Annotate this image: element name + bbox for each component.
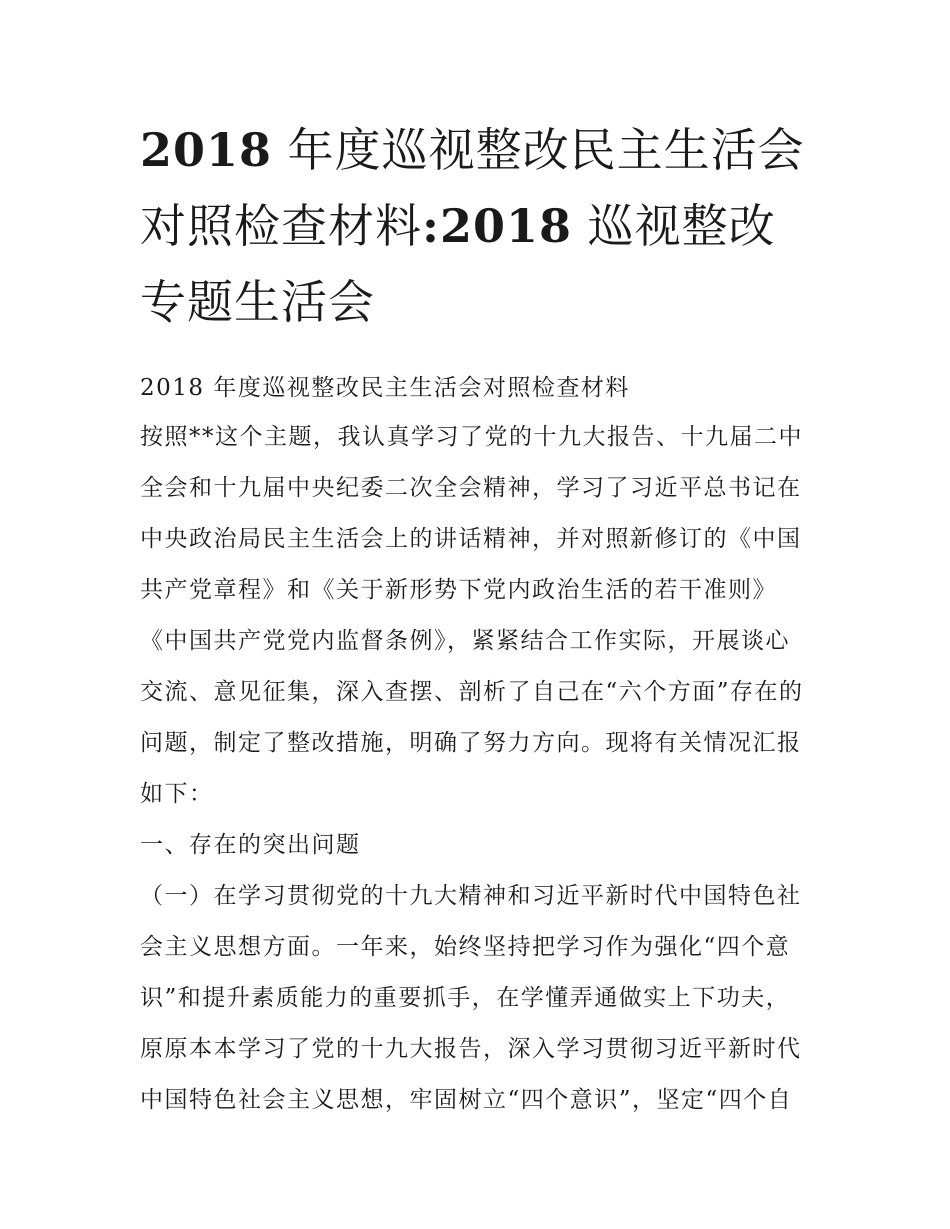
text-line: 如下：	[140, 781, 214, 807]
title-line-2-bold: :2018	[422, 199, 573, 253]
text-line: 识”和提升素质能力的重要抓手，在学懂弄通做实上下功夫，	[140, 985, 791, 1011]
title-line-1	[140, 112, 820, 188]
text-line: 交流、意见征集，深入查摆、剖析了自己在“六个方面”存在的	[140, 679, 804, 705]
title-line-2-tail: 巡视整改	[572, 199, 776, 253]
text-line: 原原本本学习了党的十九大报告，深入学习贯彻习近平新时代	[140, 1036, 802, 1062]
title-line-3: 专题生活会	[140, 275, 375, 329]
text-line: 共产党章程》和《关于新形势下党内政治生活的若干准则》	[140, 577, 777, 603]
document-title	[140, 112, 820, 340]
text-line: 会主义思想方面。一年来，始终坚持把学习作为强化“四个意	[140, 934, 791, 960]
document-subtitle: 2018 年度巡视整改民主生活会对照检查材料	[140, 375, 630, 401]
text-line: 《中国共产党党内监督条例》，紧紧结合工作实际，开展谈心	[140, 628, 790, 654]
section-heading: 一、存在的突出问题	[140, 832, 361, 858]
title-line-1-text: 年度巡视整改民主生活会	[272, 123, 805, 177]
document-page	[140, 112, 820, 1126]
text-line: （一）在学习贯彻党的十九大精神和习近平新时代中国特色社	[140, 883, 802, 909]
title-line-2-text: 对照检查材料	[140, 199, 422, 253]
text-line: 中央政治局民主生活会上的讲话精神，并对照新修订的《中国	[140, 526, 802, 552]
text-line: 按照**这个主题，我认真学习了党的十九大报告、十九届二中	[140, 424, 803, 450]
text-line: 中国特色社会主义思想，牢固树立“四个意识”，坚定“四个自	[140, 1087, 793, 1113]
text-line: 问题，制定了整改措施，明确了努力方向。现将有关情况汇报	[140, 730, 802, 756]
title-line-2	[140, 188, 820, 264]
text-line: 全会和十九届中央纪委二次全会精神，学习了习近平总书记在	[140, 475, 802, 501]
title-year: 2018	[140, 123, 273, 177]
document-body	[140, 364, 820, 1126]
